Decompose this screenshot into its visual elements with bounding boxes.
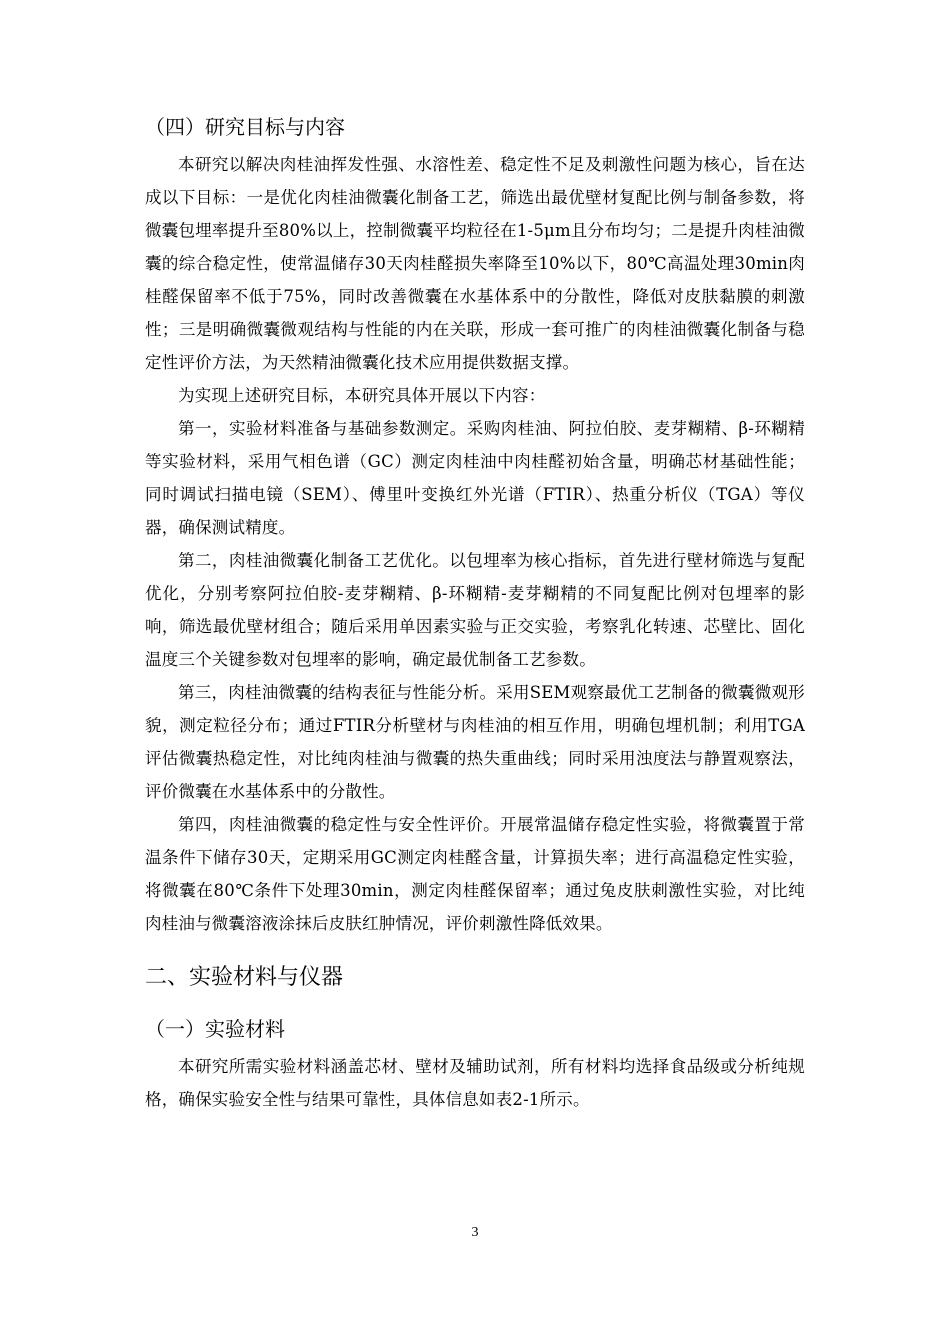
paragraph-content-second: 第二，肉桂油微囊化制备工艺优化。以包埋率为核心指标，首先进行壁材筛选与复配优化，分别考察阿拉伯胶-麦芽糊精、β-环糊精-麦芽糊精的不同复配比例对包埋率的影响，筛选最优壁材组合；随后采用单因素实验与正交实验，考察乳化转速、芯壁比、固化温度三个关键参数对包埋率的影响，确定最优制备工艺参数。 (145, 551, 805, 669)
chapter-heading-materials: 二、实验材料与仪器 (145, 965, 344, 990)
page-number: 3 (471, 1225, 479, 1240)
section-heading-experimental-materials: （一）实验材料 (145, 1017, 285, 1041)
paragraph-content-intro: 为实现上述研究目标，本研究具体开展以下内容： (178, 386, 546, 405)
paragraph-research-goals: 本研究以解决肉桂油挥发性强、水溶性差、稳定性不足及刺激性问题为核心，旨在达成以下目标：一是优化肉桂油微囊化制备工艺，筛选出最优壁材复配比例与制备参数，将微囊包埋率提升至80%以上，控制微囊平均粒径在1-5μm且分布均匀；二是提升肉桂油微囊的综合稳定性，使常温储存30天肉桂醛损失率降至10%以下，80℃高温处理30min肉桂醛保留率不低于75%，同时改善微囊在水基体系中的分散性，降低对皮肤黏膜的刺激性；三是明确微囊微观结构与性能的内在关联，形成一套可推广的肉桂油微囊化制备与稳定性评价方法，为天然精油微囊化技术应用提供数据支撑。 (145, 155, 805, 372)
paragraph-content-fourth: 第四，肉桂油微囊的稳定性与安全性评价。开展常温储存稳定性实验，将微囊置于常温条件下储存30天，定期采用GC测定肉桂醛含量，计算损失率；进行高温稳定性实验，将微囊在80℃条件下处理30min，测定肉桂醛保留率；通过兔皮肤刺激性实验，对比纯肉桂油与微囊溶液涂抹后皮肤红肿情况，评价刺激性降低效果。 (145, 815, 805, 933)
paragraph-content-third: 第三，肉桂油微囊的结构表征与性能分析。采用SEM观察最优工艺制备的微囊微观形貌，测定粒径分布；通过FTIR分析壁材与肉桂油的相互作用，明确包埋机制；利用TGA评估微囊热稳定性，对比纯肉桂油与微囊的热失重曲线；同时采用浊度法与静置观察法，评价微囊在水基体系中的分散性。 (145, 683, 805, 801)
page-body (145, 112, 805, 1116)
paragraph-content-first: 第一，实验材料准备与基础参数测定。采购肉桂油、阿拉伯胶、麦芽糊精、β-环糊精等实验材料，采用气相色谱（GC）测定肉桂油中肉桂醛初始含量，明确芯材基础性能；同时调试扫描电镜（SEM）、傅里叶变换红外光谱（FTIR）、热重分析仪（TGA）等仪器，确保测试精度。 (145, 419, 805, 537)
section-heading-research-goals: （四）研究目标与内容 (145, 115, 345, 139)
paragraph-materials-intro: 本研究所需实验材料涵盖芯材、壁材及辅助试剂，所有材料均选择食品级或分析纯规格，确保实验安全性与结果可靠性，具体信息如表2-1所示。 (145, 1057, 805, 1109)
